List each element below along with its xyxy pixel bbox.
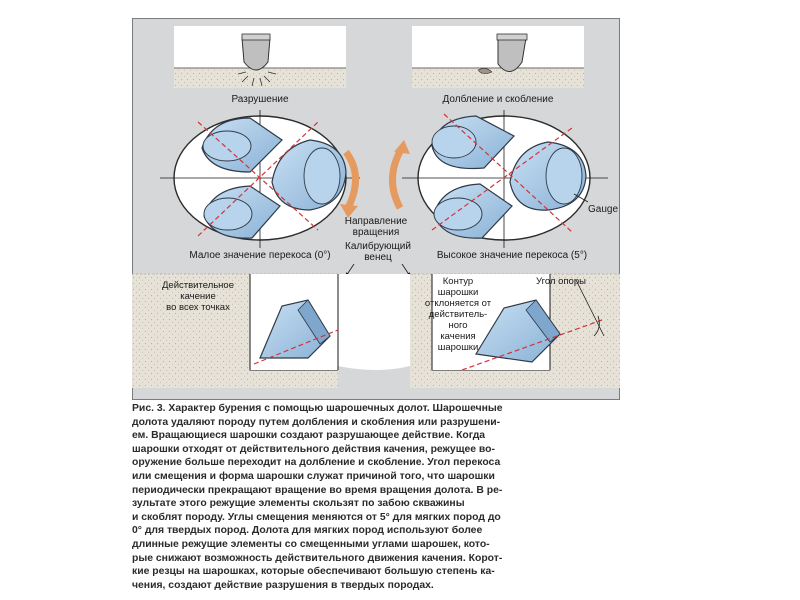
true-roll-label-3: во всех точках (166, 302, 230, 313)
figure-caption (132, 402, 612, 592)
cone-profile-label-5: ного (448, 320, 468, 331)
caption-line: зультате этого режущие элементы скользят по забою скважины (132, 498, 465, 510)
journal-angle-label: Угол опоры (536, 276, 586, 287)
cone-profile-label-2: шарошки (437, 287, 479, 298)
caption-line: и скоблят породу. Углы смещения меняются от 5° для мягких пород до (132, 511, 501, 523)
gauge-ring-label: Калибрующий (345, 241, 411, 252)
true-roll-label-2: качение (180, 291, 216, 302)
gauge-ring-label-2: венец (364, 252, 392, 263)
gouging-inset (412, 26, 584, 88)
gauge-label: Gauge (588, 204, 619, 215)
caption-line: шарошки отходят от действительного действия качения, режущее во- (132, 443, 495, 455)
caption-line: чения, создают действие разрушения в твердых породах. (132, 579, 434, 591)
caption-line: длинные режущие элементы со смещенными углами шарошек, кото- (132, 538, 490, 550)
crushing-inset (174, 26, 346, 88)
borehole (338, 274, 410, 370)
cone-profile-label-3: отклоняется от (424, 298, 492, 309)
true-roll-label: Действительное (162, 280, 234, 291)
caption-line: или смещения и форма шарошки служат причиной того, что шарошки (132, 470, 495, 482)
caption-line: 0° для твердых пород. Долота для мягких пород используют более (132, 525, 483, 537)
caption-line: рые снижают возможность действительного движения качения. Корот- (132, 552, 503, 564)
cone-profile-label-1: Контур (442, 276, 474, 287)
caption-line: кие резцы на шарошках, которые обеспечивают большую степень ка- (132, 566, 495, 578)
caption-line: Рис. 3. Характер бурения с помощью шарошечных долот. Шарошечные (132, 403, 503, 414)
gouging-label: Долбление и скобление (442, 94, 554, 105)
cone-profile-label-4: действитель- (428, 309, 488, 320)
crushing-label: Разрушение (231, 94, 289, 105)
caption-line: периодически прекращают вращение во время вращения долота. В ре- (132, 484, 503, 496)
high-skew-label: Высокое значение перекоса (5°) (436, 250, 588, 261)
cone-profile-label-7: шарошки (437, 342, 479, 353)
caption-line: долота удаляют породу путем долбления и скобления или разрушени- (132, 416, 501, 428)
caption-line: оружение больше переходит на долбление и скобление. Угол перекоса (132, 457, 501, 469)
low-skew-label: Малое значение перекоса (0°) (189, 250, 331, 261)
cutter-tooth (242, 38, 270, 70)
caption-line: ем. Вращающиеся шарошки создают разрушающее действие. Когда (132, 430, 486, 442)
rotation-direction-label-2: вращения (352, 227, 400, 238)
rock-formation-right (412, 68, 584, 88)
rotation-direction-label: Направление (344, 216, 408, 227)
drilling-mechanics-figure (132, 18, 620, 400)
cone-profile-label-6: качения (440, 331, 476, 342)
